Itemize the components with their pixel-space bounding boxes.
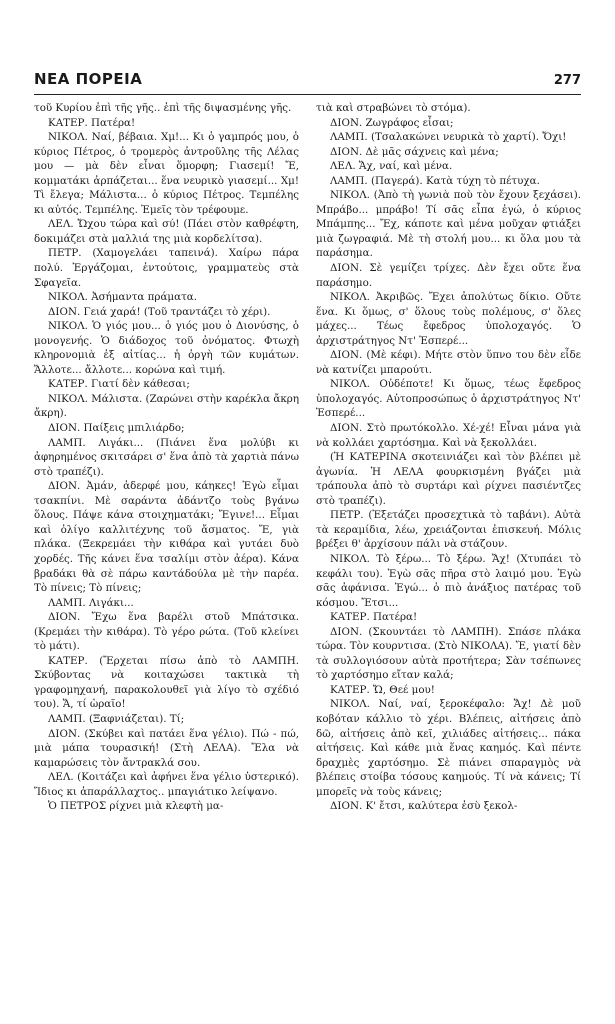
- paragraph: ΛΑΜΠ. Λιγάκι... (Πιάνει ἕνα μολύβι κι ἀφηρημένος σκιτσάρει σ' ἕνα ἀπὸ τὰ χαρτιὰ πάνω στὸ τραπέζι).: [34, 436, 299, 478]
- paragraph: ΔΙΟΝ. (Σκουντάει τὸ ΛΑΜΠΗ). Σπάσε πλάκα τώρα. Τὸν κουρντισα. (Στὸ ΝΙΚΟΛΑ). Ἔ, γιατί δὲν τὰ συλλογιόσουν αὐτὰ προτήτερα; Σὰν τσέπωνες τὸ χαρτόσημο εἴταν καλά;: [316, 625, 581, 682]
- paragraph: ΚΑΤΕΡ. Πατέρα!: [330, 611, 418, 624]
- paragraph: ΛΕΛ. Ὤχου τώρα καὶ σύ! (Πάει στὸν καθρέφτη, δοκιμάζει στὰ μαλλιά της μιὰ κορδελίτσα).: [34, 218, 299, 245]
- paragraph: ΝΙΚΟΛ. Μάλιστα. (Ζαρώνει στὴν καρέκλα ἄκρη ἄκρη).: [34, 392, 299, 420]
- paragraph: ΔΙΟΝ. Γειά χαρά! (Τοῦ τραντάζει τὸ χέρι).: [48, 305, 271, 318]
- paragraph: ΔΙΟΝ. (Μὲ κέφι). Μήτε στὸν ὕπνο του δὲν εἶδε νὰ κατνίζει μπαρούτι.: [316, 349, 581, 376]
- paragraph: ΔΙΟΝ. (Σκύβει καὶ πατάει ἕνα γέλιο). Πώ - πώ, μιὰ μάπα τουρασική! (Στὴ ΛΕΛΑ). Ἔλα νὰ καμαρώσεις τὸν ἄντρακλά σου.: [34, 727, 299, 769]
- paragraph: ΝΙΚΟΛ. Ναί, ναί, ξεροκέφαλο: Ἄχ! Δὲ μοῦ κοβόταν κάλλιο τὸ χέρι. Βλέπεις, αἰτήσεις ἀπὸ δῶ, αἰτήσεις ἀπὸ κεῖ, χιλιάδες αἰτήσεις... πάκα αἰτήσεις. Καὶ κάθε μιὰ ἕνας καημός. Καὶ πέντε δραχμὲς χαρτόσημο. Σὲ πιάνει σπαραγμὸς νὰ βλέπεις στοίβα τόσους καημούς. Τί νὰ κάνεις; Τί μπορεῖς νὰ τοὺς κάνεις;: [316, 698, 581, 798]
- paragraph: ΔΙΟΝ. Δὲ μᾶς σάχνεις καὶ μένα;: [330, 145, 499, 158]
- paragraph: ΛΑΜΠ. Λιγάκι...: [48, 596, 134, 609]
- paragraph: ΝΙΚΟΛ. Τὸ ξέρω... Τὸ ξέρω. Ἄχ! (Χτυπάει τὸ κεφάλι του). Ἐγὼ σᾶς πῆρα στὸ λαιμό μου. Ἐγὼ σᾶς ἀφάνισα. Ἐγώ... ὁ πιὸ ἀνάξιος πατέρας τοῦ κόσμου. Ἔτσι...: [316, 552, 581, 609]
- paragraph: ΝΙΚΟΛ. Ἀσήμαντα πράματα.: [48, 291, 197, 304]
- paragraph: ΔΙΟΝ. Στὸ πρωτόκολλο. Χέ-χέ! Εἶναι μάνα γιὰ νὰ κολλάει χαρτόσημα. Καὶ νὰ ξεκολλάει.: [316, 422, 581, 449]
- right-column: [316, 101, 581, 814]
- paragraph: ΚΑΤΕΡ. (Ἔρχεται πίσω ἀπὸ τὸ ΛΑΜΠΗ. Σκύβοντας νὰ κοιταχώσει τακτικὰ τὴ γραφομηχανή, παρακολουθεῖ γιὰ λίγο τὸ σχέδιό του). Ἄ, τί ὡραῖο!: [34, 654, 299, 711]
- paragraph: ΚΑΤΕΡ. Πατέρα!: [48, 116, 136, 129]
- paragraph: ΛΑΜΠ. (Παγερά). Κατὰ τύχη τὸ πέτυχα.: [330, 174, 540, 187]
- paragraph: ΔΙΟΝ. Ἀμάν, ἀδερφέ μου, κάηκες! Ἐγὼ εἶμαι τσακπίνι. Μὲ σαράντα ἀδάντζο τοὺς βγάνω ὅλους. Πάψε κάνα στοιχηματάκι; Ἔγινε!... Εἶμαι καὶ ὀλίγο καλλιτέχνης τοῦ ἄσματος. Ἔ, γιὰ πλάκα. (Ξεκρεμάει τὴν κιθάρα καὶ γυτάει δυὸ χορδές. Τῆς κάνει ἕνα τσαλίμι στὸν ἀέρα). Κάνα βραδάκι θὰ σὲ πάρω καντάδούλα μὲ τὴν παρέα. Τὸ πίνεις; Τὸ πίνεις;: [34, 480, 299, 595]
- paragraph: ΔΙΟΝ. Σὲ γεμίζει τρίχες. Δὲν ἔχει οὔτε ἕνα παράσημο.: [316, 262, 581, 289]
- paragraph: ΝΙΚΟΛ. Ἀκριβῶς. Ἔχει ἀπολύτως δίκιο. Οὔτε ἕνα. Κι ὅμως, σ' ὅλους τοὺς πολέμους, σ' ὅλες μάχες... Τέως ἔφεδρος ὑπολοχαγός. Ὁ ἀρχιστράτηγος Ντ' Ἐσπερέ...: [316, 291, 581, 347]
- paragraph: (Ἡ ΚΑΤΕΡΙΝΑ σκοτεινιάζει καὶ τὸν βλέπει μὲ ἀγωνία. Ἡ ΛΕΛΑ φουρκισμένη βγάζει μιὰ τράπουλα ἀπὸ τὸ συρτάρι καὶ ρίχνει πασιέντζες στὸ τραπέζι).: [316, 451, 581, 507]
- left-column: [34, 101, 299, 814]
- paragraph: ΚΑΤΕΡ. Γιατί δὲν κάθεσαι;: [48, 378, 190, 391]
- header-rule: [34, 94, 581, 95]
- page-number: 277: [553, 73, 581, 88]
- paragraph: τιὰ καὶ στραβώνει τὸ στόμα).: [316, 102, 471, 114]
- paragraph: ΔΙΟΝ. Παίξεις μπιλιάρδο;: [48, 422, 185, 435]
- paragraph: Ὁ ΠΕΤΡΟΣ ρίχνει μιὰ κλεφτὴ μα-: [48, 800, 224, 813]
- paragraph: ΠΕΤΡ. (Ἐξετάζει προσεχτικὰ τὸ ταβάνι). Αὐτὰ τὰ κεραμίδια, λέω, χρειάζονται ἐπισκευή. Μόλις βρέξει θ' ἀρχίσουν πάλι νὰ στάζουν.: [316, 509, 581, 551]
- paragraph: ΝΙΚΟΛ. Οὐδέποτε! Κι ὅμως, τέως ἔφεδρος ὑπολοχαγός. Αὐτοπροσώπως ὁ ἀρχιστράτηγος Ντ' Ἐσπερέ...: [316, 378, 581, 420]
- text-columns: [34, 101, 581, 814]
- paragraph: ΛΑΜΠ. (Ξαφνιάζεται). Τί;: [48, 712, 185, 725]
- paragraph: ΔΙΟΝ. Ἔχω ἕνα βαρέλι στοῦ Μπάτσικα. (Κρεμάει τὴν κιθάρα). Τὸ γέρο ρώτα. (Τοῦ κλείνει τὸ μάτι).: [34, 611, 299, 653]
- paragraph: ΝΙΚΟΛ. Ὁ γιός μου... ὁ γιός μου ὁ Διονύσης, ὁ μονογενής. Ὁ διάδοχος τοῦ ὀνόματος. Φτωχὴ κληρονομιὰ ἐξ αἰτίας... ἡ ὀργὴ τῶν κυμάτων. Ἄλλοτε... ἄλλοτε... κορώνα καὶ τιμή.: [34, 320, 299, 376]
- paragraph: ΛΑΜΠ. (Τσαλακώνει νευρικὰ τὸ χαρτί). Ὄχι!: [330, 131, 567, 144]
- paragraph: ΔΙΟΝ. Κ' ἔτσι, καλύτερα ἐσὺ ξεκολ-: [330, 800, 518, 813]
- paragraph: ΝΙΚΟΛ. (Ἀπὸ τὴ γωνιὰ ποὺ τὸν ἔχουν ξεχάσει). Μπράβο... μπράβο! Τί σᾶς εἶπα ἐγώ, ὁ κύριος Μπάμπης... Ἔχ, κάποτε καὶ μένα μοῦχαν φτιάξει μιὰ ζωγραφιά. Μὲ τὴ στολή μου... κι ὅλα μου τὰ παράσημα.: [316, 189, 581, 260]
- paragraph: ΝΙΚΟΛ. Ναί, βέβαια. Χμ!... Κι ὁ γαμπρός μου, ὁ κύριος Πέτρος, ὁ τρομερὸς ἀντροῦλης τῆς Λέλας μου — μὰ δὲν εἶναι ὅμορφη; Γιασεμί! Ἔ, κομματάκι ἀρπάζεται... ἕνα νευρικὸ γιασεμί... Χμ! Τὶ ἔλεγα; Μάλιστα... ὁ κύριος Πέτρος. Τεμπέλης κι αὐτός. Τεμπέλης. Ἐμεῖς τὸν τρέφουμε.: [34, 131, 299, 216]
- paragraph: ΚΑΤΕΡ. Ὤ, Θεέ μου!: [330, 683, 435, 696]
- journal-title: ΝΕΑ ΠΟΡΕΙΑ: [34, 70, 143, 88]
- running-header: [34, 70, 581, 92]
- paragraph: ΛΕΛ. Ἄχ, ναί, καὶ μένα.: [330, 160, 453, 173]
- paragraph: ΛΕΛ. (Κοιτάζει καὶ ἀφήνει ἕνα γέλιο ὑστερικό). Ἴδιος κι ἀπαράλλαχτος.. μπαγιάτικο λείψανο.: [34, 771, 299, 798]
- paragraph: ΔΙΟΝ. Ζωγράφος εἶσαι;: [330, 116, 454, 129]
- paragraph: τοῦ Κυρίου ἐπὶ τῆς γῆς.. ἐπὶ τῆς διψασμένης γῆς.: [34, 102, 292, 114]
- paragraph: ΠΕΤΡ. (Χαμογελάει ταπεινά). Χαίρω πάρα πολύ. Ἐργάζομαι, ἐντούτοις, γραμματεὺς στὰ Σφαγεῖα.: [34, 247, 299, 289]
